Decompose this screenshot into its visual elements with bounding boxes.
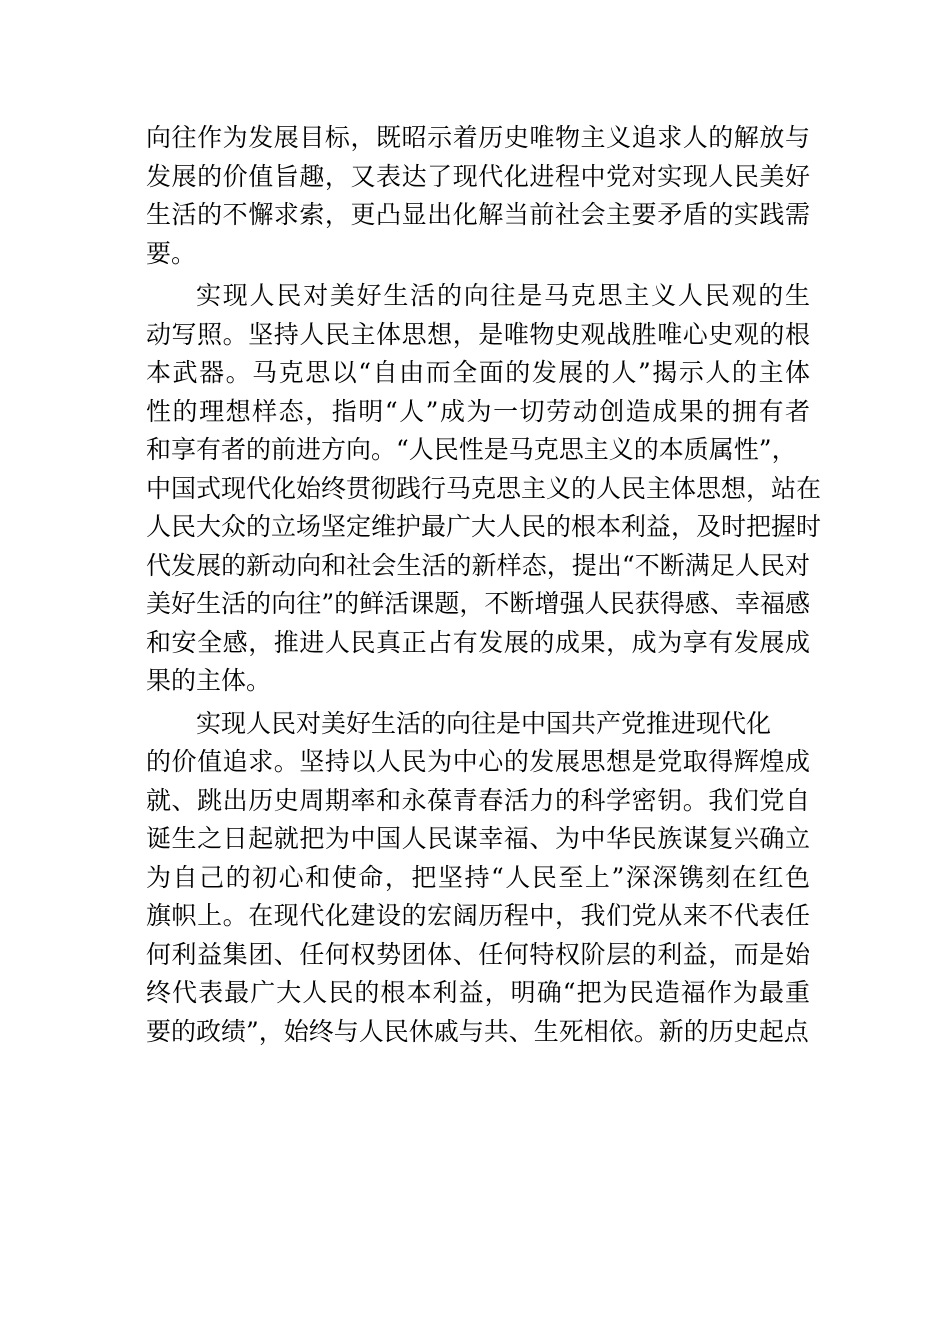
text-line: 要的政绩”，始终与人民休戚与共、生死相依。新的历史起点 bbox=[146, 1016, 809, 1046]
text-line: 和安全感，推进人民真正占有发展的成果，成为享有发展成 bbox=[146, 627, 810, 657]
text-line: 中国式现代化始终贯彻践行马克思主义的人民主体思想，站在 bbox=[146, 473, 822, 503]
text-line: 性的理想样态，指明“人”成为一切劳动创造成果的拥有者 bbox=[146, 396, 810, 426]
paragraph-first-line: 实现人民对美好生活的向往是马克思主义人民观的生 bbox=[196, 281, 810, 310]
text-line: 何利益集团、任何权势团体、任何特权阶层的利益，而是始 bbox=[146, 939, 810, 969]
text-line: 本武器。马克思以“自由而全面的发展的人”揭示人的主体 bbox=[146, 358, 810, 387]
text-line: 终代表最广大人民的根本利益，明确“把为民造福作为最重 bbox=[146, 978, 810, 1007]
text-line: 发展的价值旨趣，又表达了现代化进程中党对实现人民美好 bbox=[146, 161, 810, 191]
text-line: 美好生活的向往”的鲜活课题，不断增强人民获得感、幸福感 bbox=[146, 589, 810, 618]
text-line: 果的主体。 bbox=[146, 666, 272, 695]
text-line: 动写照。坚持人民主体思想，是唯物史观战胜唯心史观的根 bbox=[146, 319, 810, 349]
text-line: 向往作为发展目标，既昭示着历史唯物主义追求人的解放与 bbox=[146, 123, 810, 152]
text-line: 的价值追求。坚持以人民为中心的发展思想是党取得辉煌成 bbox=[146, 747, 810, 776]
text-line: 代发展的新动向和社会生活的新样态，提出“不断满足人民对 bbox=[146, 550, 810, 580]
text-line: 人民大众的立场坚定维护最广大人民的根本利益，及时把握时 bbox=[146, 512, 822, 541]
text-line: 要。 bbox=[146, 238, 197, 268]
body-text bbox=[146, 119, 822, 1051]
text-line: 生活的不懈求索，更凸显出化解当前社会主要矛盾的实践需 bbox=[146, 200, 810, 229]
text-line: 就、跳出历史周期率和永葆青春活力的科学密钥。我们党自 bbox=[146, 785, 810, 815]
text-line: 旗帜上。在现代化建设的宏阔历程中，我们党从来不代表任 bbox=[146, 901, 810, 930]
text-line: 为自己的初心和使命，把坚持“人民至上”深深镌刻在红色 bbox=[146, 862, 810, 892]
text-line: 和享有者的前进方向。“人民性是马克思主义的本质属性”， bbox=[146, 435, 797, 464]
text-line: 诞生之日起就把为中国人民谋幸福、为中华民族谋复兴确立 bbox=[146, 824, 810, 853]
paragraph-first-line: 实现人民对美好生活的向往是中国共产党推进现代化 bbox=[196, 708, 772, 738]
